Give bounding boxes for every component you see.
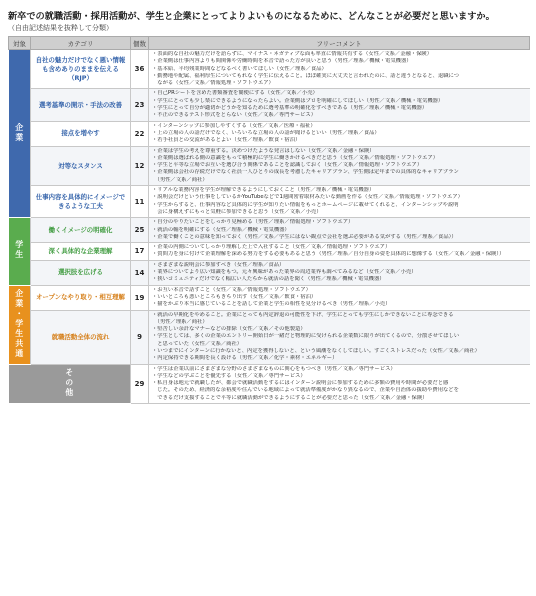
comment-item: ・内定保持できる期間を長く設ける（男性／文系／化学・素材・エネルギー） [152,355,338,362]
table-row [9,218,530,243]
comment-item: ・リアルな業務内容を学生が理解できるようにしておくこと（男性／理系／機械・電気機器） [152,187,375,194]
comment-item: ・企業側は選ばれる側の意識をもって積極的に学生に働きかけるべきだと思う（女性／文系／情報処理・ソフトウエア） [152,154,439,161]
comment-item: ・質問力を身に付けて企業理解を深める努力をする必要もあると思う（男性／理系／自分自身の姿を具体的に想像する（女性／文系／金融・保険）） [152,251,505,258]
table-row [9,285,530,310]
comment-item: ・企業の内側についてしっかり理解した上で入社すること（女性／文系／情報処理・ソフトウエア） [152,244,391,251]
count-cell: 22 [131,121,149,146]
comment-item: ・インターンシップに参加しやすくする（女性／文系／医療・福祉） [152,122,316,129]
comments-cell [149,89,530,121]
table-row [9,146,530,185]
comment-item: ・企業は学生の考えを尊重する。決めつけたような発言はしない（女性／文系／金融・保険） [152,147,375,154]
comment-item: と思っていた（女性／文系／商社） [152,340,243,347]
count-cell: 23 [131,89,149,121]
comment-item: ・企業側は会社の存続だけでなく社員一人ひとりの成長を考慮したキャリアプラン、学生側は定年までの具体的なキャリアプラン [152,169,459,176]
count-cell: 14 [131,260,149,285]
comments-cell [149,146,530,185]
comment-item: 会に身構えずにもっと気軽に参加できると思う（女性／文系／小売） [152,208,322,215]
table-row [9,186,530,218]
comment-item: ・企業側は仕事内容よりも間関係や労働時間を本音で語った方が良いと思う（男性／理系／機械・電気機器） [152,58,412,65]
comment-item: ・学生は企業以前にさまざまな分野のさまざまなものに関心をもつべき（男性／文系／専門サービス） [152,365,396,372]
comments-cell [149,285,530,310]
comments-cell [149,121,530,146]
comments-cell [149,186,530,218]
header-category: カテゴリ [31,37,131,50]
table-header-row [9,37,530,50]
table-row [9,89,530,121]
comment-item: ・学生と平等な立場でお互いを選び合う関係であることを認識しておく（女性／文系／情報処理・ソフトウエア） [152,162,423,169]
count-cell: 36 [131,50,149,89]
comment-item: ・学生からすると、仕事内容など具体的に学生が知りたい情報をもっとホームページに載せてくれると、インターンシップや説明 [152,201,459,208]
table-row [9,364,530,403]
count-cell: 11 [131,186,149,218]
comment-item: じた。そのため、経済的な余裕度や住んでいる地域によって就活準備度がかなり異なるので、企業や自治体の援助や費用などを [152,387,459,394]
count-cell: 12 [131,146,149,185]
comment-item: ・企業で働くことの意味を知っておく（男性／文系／学生にはない観点で会社を選ぶ必要がある気がする（男性／理系／食品）） [152,233,457,240]
comments-cell [149,243,530,261]
comment-item: ・学生にとっても少し楽にできるようになったらよい。企業側はプロを明確にしてほしい（男性／文系／機械・電気機器） [152,97,444,104]
category-cell: オープンなやり取り・相互理解 [31,285,131,310]
comments-cell [149,260,530,285]
category-cell: 対等なスタンス [31,146,131,185]
group-label-student: 学生 [9,218,31,285]
table-row [9,243,530,261]
category-cell: 接点を増やす [31,121,131,146]
comment-item: ・猫をかぶり本当に感じていることを話して企業と学生の相性を見分けるべき（男性／理系／小売） [152,301,391,308]
comments-cell [149,364,530,403]
comment-item: ・自己PRシートを含めた書類審査を簡便にする（女性／文系／小売） [152,90,318,97]
page-subtitle: （自由記述結果を抜粋して分類） [8,24,113,32]
category-cell: 選択肢を広げる [31,260,131,285]
header-comments: フリーコメント [149,37,530,50]
comment-item: ・若手社員との交流があるとよい（女性／理系／飲食・宿泊） [152,137,301,144]
comment-item: ・いいところも悪いところもきちり出す（女性／文系／飲食・宿泊） [152,293,317,300]
count-cell: 29 [131,364,149,403]
count-cell: 19 [131,285,149,310]
comment-item: （男性／文系／商社） [152,176,208,183]
category-cell: 自社の魅力だけでなく悪い情報も含めありのままを伝える（RJP） [31,50,131,89]
group-label-other: その他 [9,364,131,403]
header-group: 対象 [9,37,31,50]
table-row [9,310,530,364]
count-cell: 17 [131,243,149,261]
category-cell: 深く具体的な企業理解 [31,243,131,261]
comment-item: ・勤務地や配属、福利厚生についてもれなく学生に伝えること。ほぼ確実に大丈夫と言われたのに、話と違うとなると、退職につ [152,72,460,79]
comment-item: ・上の立場の人の話だけでなく、いろいろな立場の人の話が聞けるといい（男性／理系／食品） [152,129,380,136]
comment-item: できるだけ支援することで平等に就職活動ができるようにすることが必要だと思った（女性／文系／金融・保険） [152,394,428,401]
comment-item: ・不正のできるテスト形式をとらない（女性／文系／専門サービス） [152,112,316,119]
table-row [9,121,530,146]
header-count: 個数 [131,37,149,50]
comment-item: ・就活の早期化をやめること。企業にとっても内定辞退の可能性を下げ、学生にとっても学生にしかできないことに専念できる [152,311,454,318]
comments-cell [149,218,530,243]
comment-item: ・表面的な自社の魅力だけを語らずに、マイナス・ネガティブな面も率直に情報共有する（女性／文系／金融・保険） [152,51,432,57]
count-cell: 25 [131,218,149,243]
count-cell: 9 [131,310,149,364]
table-row [9,260,530,285]
comment-item: ・狭いコミュニティだけでなく幅広い人たちから就活の話を聞く（男性／理系／機械・電気機器） [152,276,385,283]
comments-cell [149,310,530,364]
page-title: 新卒での就職活動・採用活動が、学生と企業にとってよりよいものになるために、どんなことが必要だと思いますか。 [8,11,495,22]
comment-item: （男性／理系／商社） [152,318,208,325]
comment-item: ・いつまでにインターンに行かないと、内定を獲得しないと、という風潮をなくしてほしい。すごくストレスだった（女性／文系／商社） [152,347,480,354]
category-cell: 選考基準の開示・手法の改善 [31,89,131,121]
category-cell: 就職活動全体の流れ [31,310,131,364]
comment-item: ・自分のやりたいことをしっかり見極める（男性／理系／情報処理・ソフトウエア） [152,219,354,226]
category-cell: 仕事内容を具体的にイメージできるような工夫 [31,186,131,218]
comment-item: ・学生にとって自分が適切かどうかを知るために選考基準の明確化をすべきである（男性／理系／機械・電気機器） [152,105,428,112]
comment-item: ・堅苦しい余計なマナーなどの排除（女性／文系／その他製造） [152,326,306,333]
comment-item: ・学生としては、多くの企業のエントリー開始日が一緒だと物理的に受けられる企業数に限りが出てくるので、分散させてほしい [152,333,460,340]
comment-item: ・私自身は地元で就職したが、都会で就職活動をするにはインターン説明会に参加するために多額の費用や時間が必要だと感 [152,380,449,387]
comment-item: ・就活の軸を明確にする（女性／理系／機械・電気機器） [152,226,290,233]
comments-cell [149,50,530,89]
category-cell: 働くイメージの明確化 [31,218,131,243]
comment-item: ・基本給、平均残業時間などなるべく書いてほしい（女性／理系／食品） [152,65,327,72]
comment-item: ・お互い本音で話すこと（女性／文系／情報処理・ソフトウエア） [152,286,311,293]
comment-item: ・さまざまな説明会に参加すべき（女性／理系／食品） [152,261,285,268]
comment-item: ・学生などの学ぶことを優先する（女性／文系／専門サービス） [152,372,306,379]
comment-item: ・説明会だけという仕事をしているかYouTubeなどで1週間密着取材みたいな動画を作る（女性／文系／情報処理・ソフトウエア） [152,194,463,201]
group-label-company: 企業 [9,50,31,218]
comments-table [8,36,530,404]
comment-item: ・業界についてより広い知識をもつ。元々興味があった業界の周辺業界も調べてみるなど（女性／文系／小売） [152,269,417,276]
comment-item: ながる（女性／文系／情報処理・ソフトウエア） [152,80,274,87]
table-row [9,50,530,89]
group-label-both: 企業・学生共通 [9,285,31,364]
